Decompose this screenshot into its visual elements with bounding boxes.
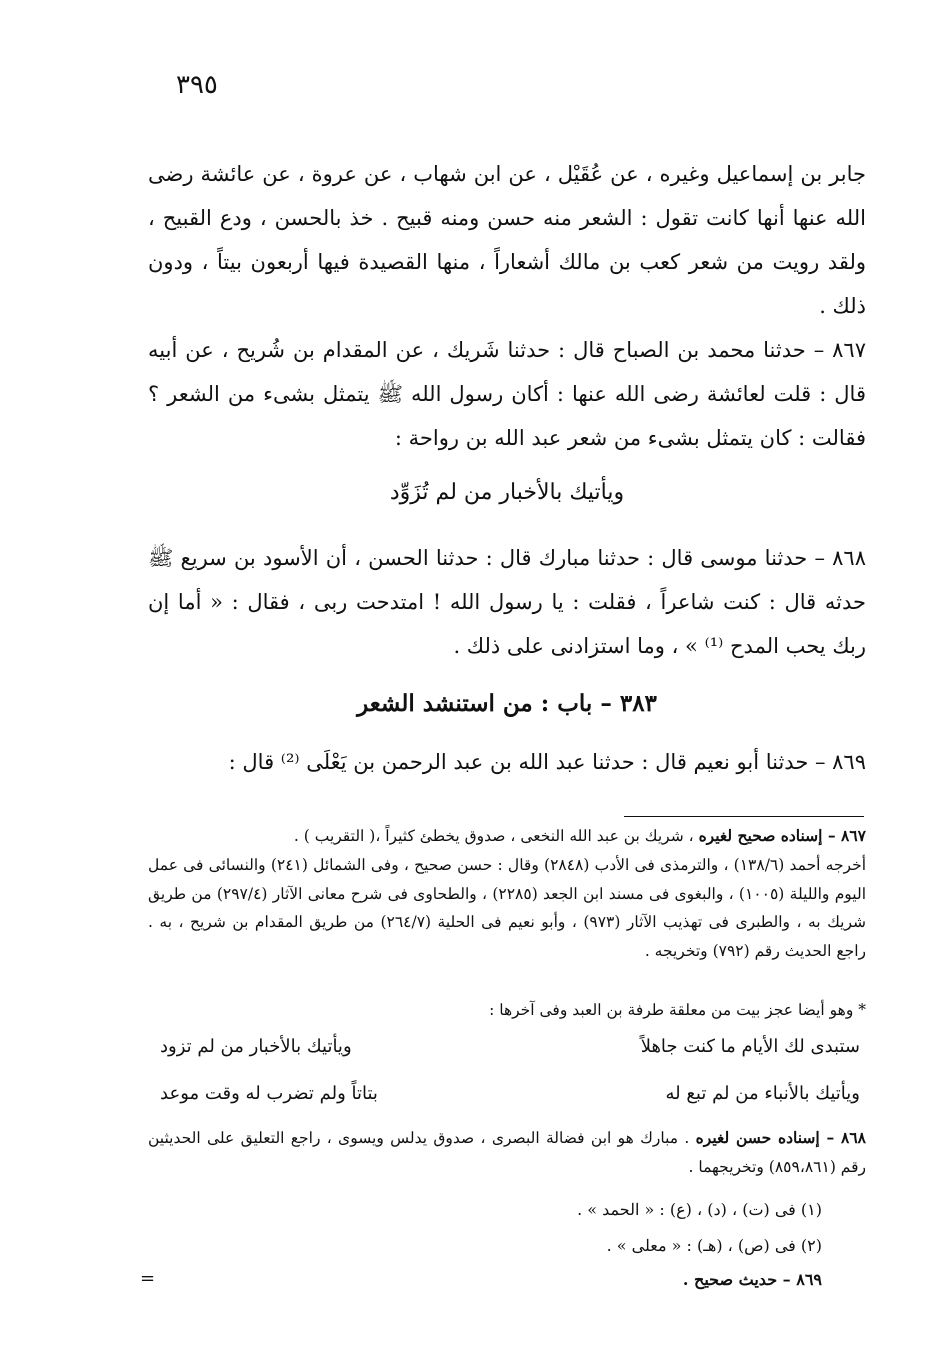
- paragraph-narration: جابر بن إسماعيل وغيره ، عن عُقَيْل ، عن ابن شهاب ، عن عروة ، عن عائشة رضى الله عنها أنها كانت تقول : الشعر منه حسن ومنه قبيح . خذ بالحسن ، ودع القبيح ، ولقد رويت من شعر كعب بن مالك أشعاراً ، منها القصيدة فيها أربعون بيتاً ، ودون ذلك .: [148, 162, 866, 318]
- poem-line-2-first-hemistich: ويأتيك بالأنباء من لم تبع له: [665, 1083, 860, 1104]
- footnote-869: ٨٦٩ – حديث صحيح .: [682, 1270, 822, 1289]
- footnote-867-grade: ٨٦٧ – إسناده صحيح لغيره: [698, 826, 866, 845]
- footnote-868-body: . مبارك هو ابن فضالة البصرى ، صدوق يدلس ويسوى ، راجع التعليق على الحديثين رقم (٨٥٩،٨٦١) وتخريجهما .: [148, 1129, 866, 1176]
- footnote-867-narrator: ، شريك بن عبد الله النخعى ، صدوق يخطئ كثيراً ،( التقريب ) .: [293, 827, 699, 845]
- page-number: ٣٩٥: [176, 70, 218, 100]
- chapter-heading: ٣٨٣ – باب : من استنشد الشعر: [357, 690, 657, 717]
- footnote-867-head: [148, 822, 866, 851]
- footnote-868: [148, 1124, 866, 1181]
- hadith-868: ٨٦٨ – حدثنا موسى قال : حدثنا مبارك قال : حدثنا الحسن ، أن الأسود بن سريع ﷺ حدثه قال : كنت شاعراً ، فقلت : يا رسول الله ! امتدحت ربى ، فقال : « أما إن ربك يحب المدح ⁽¹⁾ » ، وما استزادنى على ذلك .: [148, 546, 866, 658]
- hadith-869: ٨٦٩ – حدثنا أبو نعيم قال : حدثنا عبد الله بن عبد الرحمن بن يَعْلَى ⁽²⁾ قال :: [228, 750, 866, 774]
- poem-line-1-second-hemistich: ويأتيك بالأخبار من لم تزود: [160, 1036, 352, 1057]
- footnote-867-body: أخرجه أحمد (١٣٨/٦) ، والترمذى فى الأدب (٢٨٤٨) وقال : حسن صحيح ، وفى الشمائل (٢٤١) والنسائى فى عمل اليوم والليلة (١٠٠٥) ، والبغوى فى مسند ابن الجعد (٢٢٨٥) ، والطحاوى فى شرح معانى الآثار (٢٩٧/٤) من طريق شريك به ، والطبرى فى تهذيب الآثار (٩٧٣) ، وأبو نعيم فى الحلية (٢٦٤/٧) من طريق المقدام بن شريح ، به . راجع الحديث رقم (٧٩٢) وتخريجه .: [148, 856, 867, 960]
- variant-note-2: (٢) فى (ص) ، (هـ) : « معلى » .: [606, 1236, 822, 1255]
- variant-note-1: (١) فى (ت) ، (د) ، (ع) : « الحمد » .: [577, 1200, 822, 1219]
- poem-line-1-first-hemistich: ستبدى لك الأيام ما كنت جاهلاً: [640, 1036, 860, 1057]
- quoted-verse: ويأتيك بالأخبار من لم تُزَوِّد: [389, 480, 625, 505]
- footnote-867-star: * وهو أيضا عجز بيت من معلقة طرفة بن العبد وفى آخرها :: [489, 1001, 866, 1019]
- poem-line-2: [160, 1083, 860, 1104]
- hadith-867: ٨٦٧ – حدثنا محمد بن الصباح قال : حدثنا شَريك ، عن المقدام بن شُريح ، عن أبيه قال : قلت لعائشة رضى الله عنها : أكان رسول الله ﷺ يتمثل بشىء من الشعر ؟ فقالت : كان يتمثل بشىء من شعر عبد الله بن رواحة :: [148, 338, 866, 450]
- footnote-divider: [624, 816, 864, 817]
- margin-mark: =: [140, 1268, 156, 1289]
- poem-line-2-second-hemistich: بتاتاً ولم تضرب له وقت موعد: [160, 1083, 378, 1104]
- footnote-868-grade: ٨٦٨ – إسناده حسن لغيره: [695, 1128, 867, 1147]
- poem-line-1: [160, 1036, 860, 1057]
